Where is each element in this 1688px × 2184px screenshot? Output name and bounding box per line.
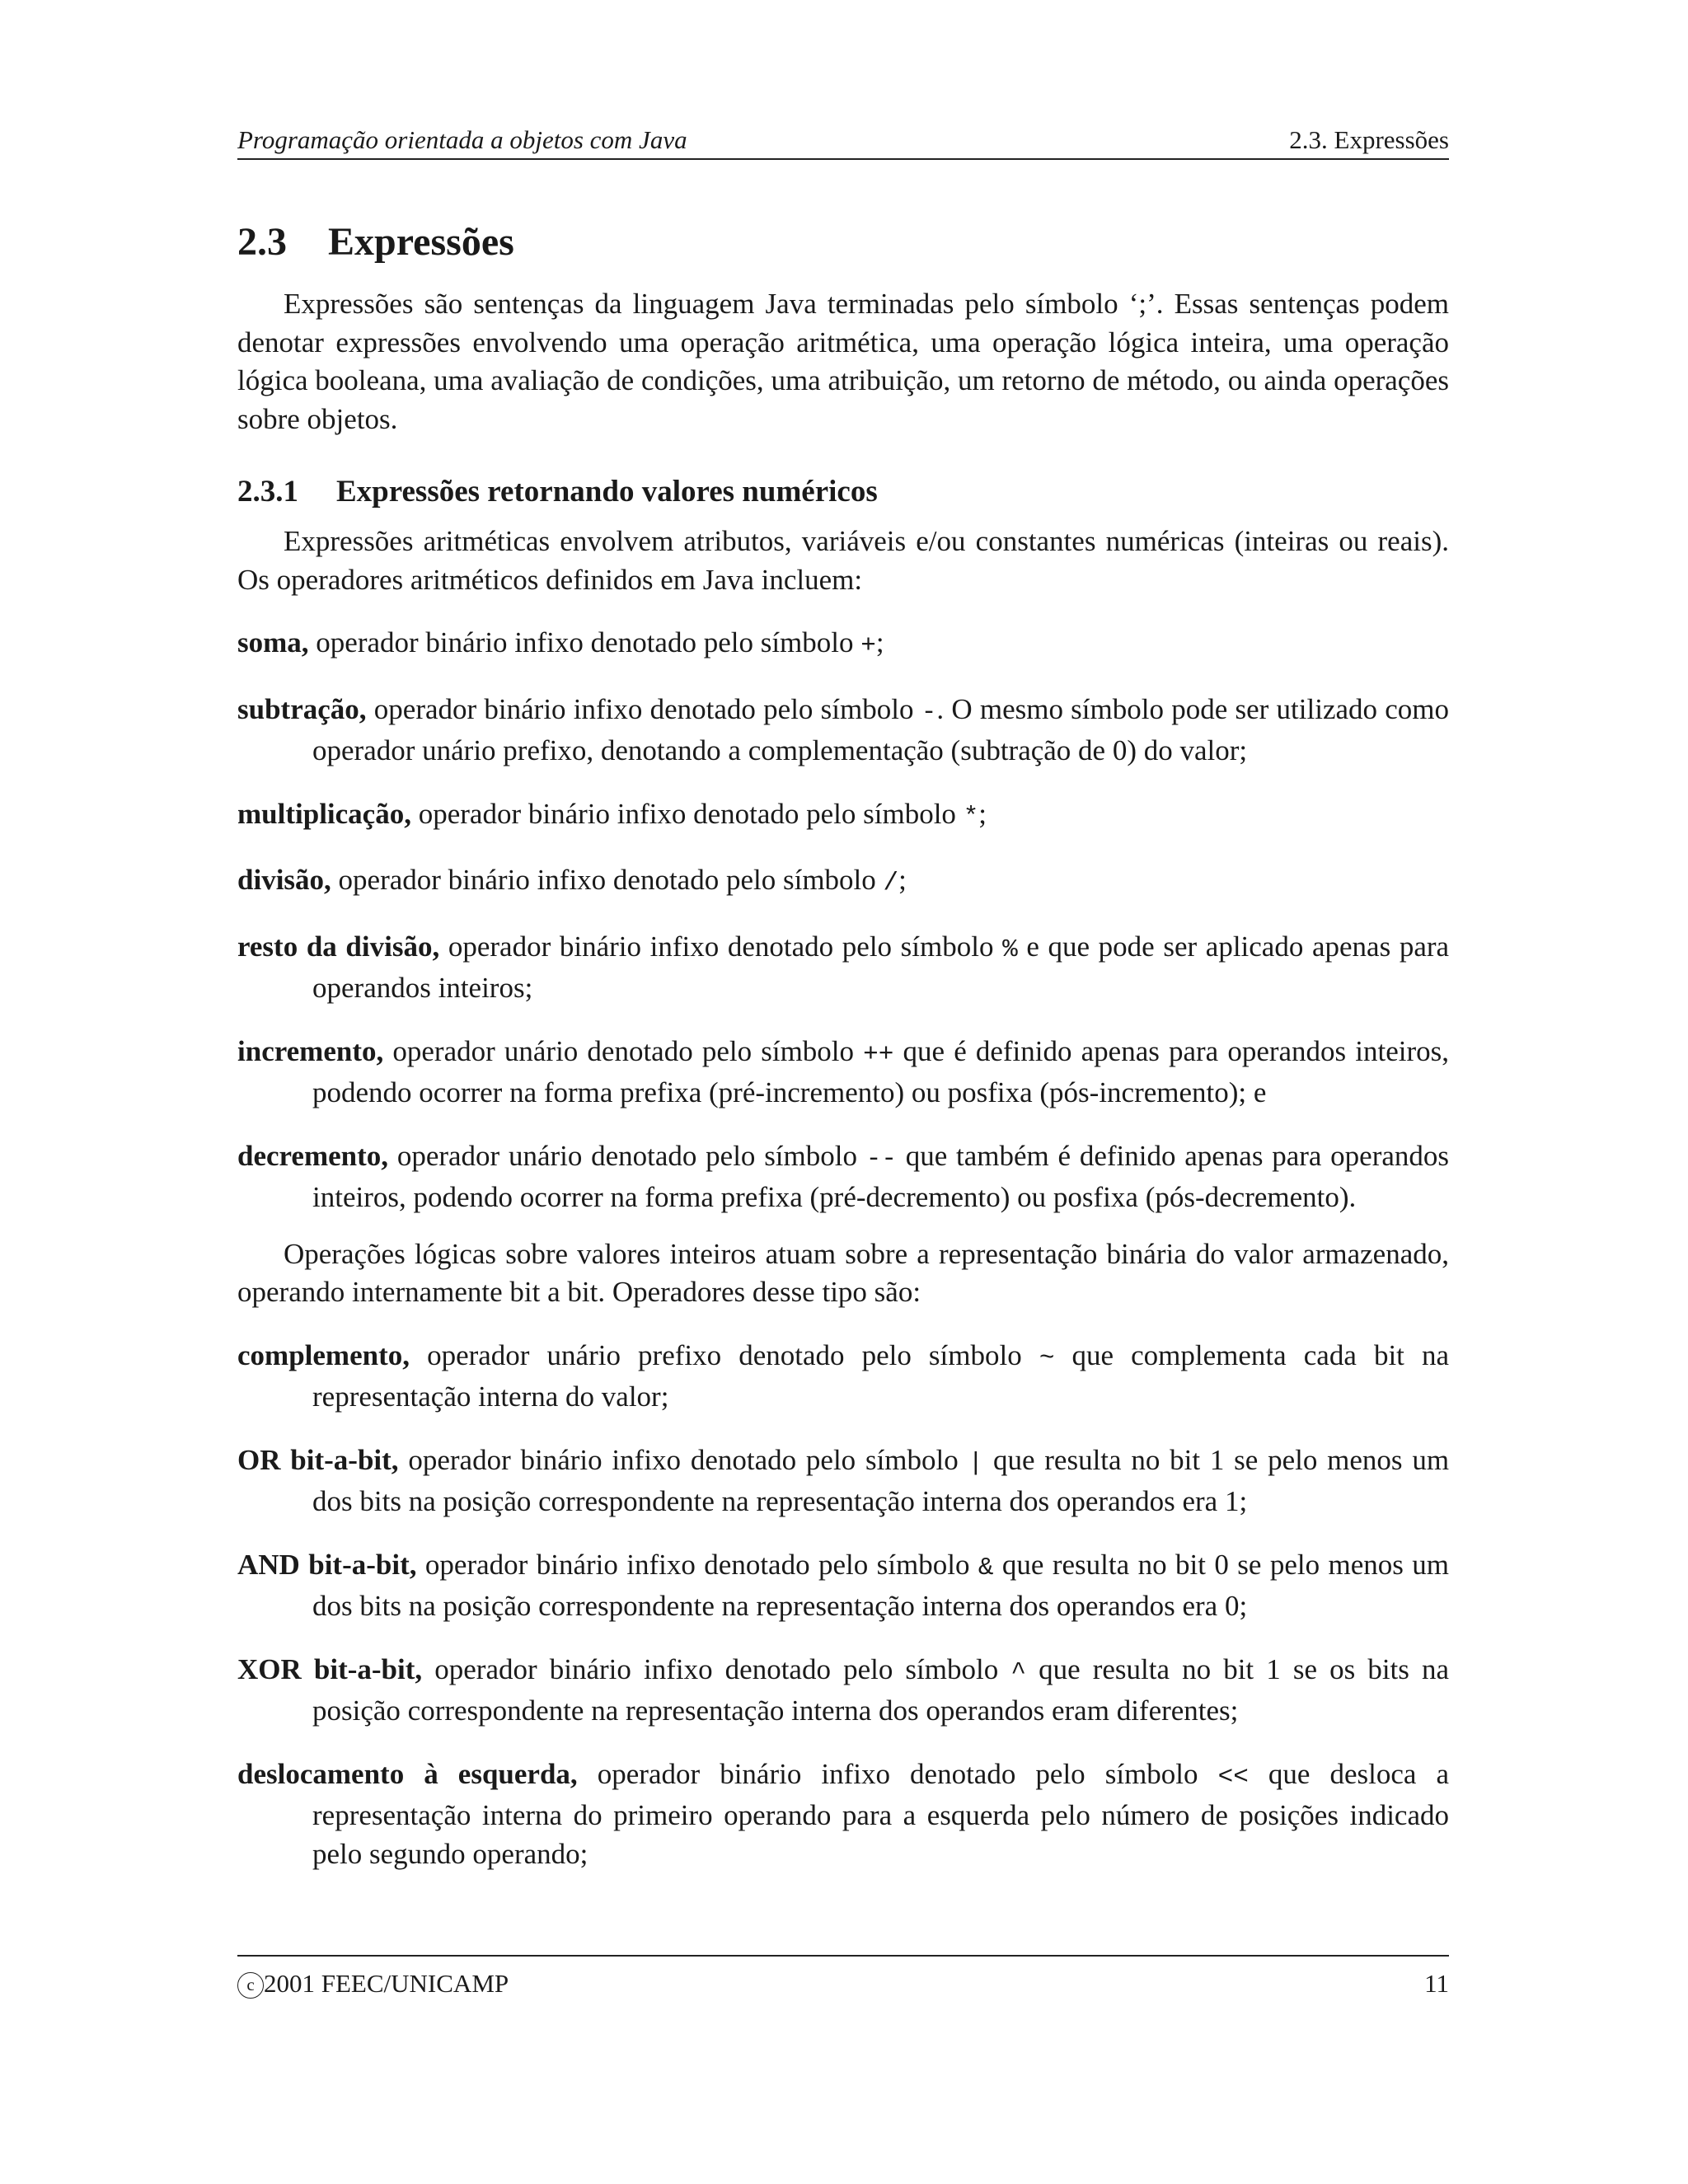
definition-term: subtração, (237, 692, 367, 725)
definition-term: complemento, (237, 1338, 410, 1371)
definition-term: XOR bit-a-bit, (237, 1652, 423, 1685)
operator-symbol: / (883, 869, 899, 898)
operator-symbol: ~ (1039, 1343, 1055, 1373)
subsection-title: Expressões retornando valores numéricos (336, 475, 878, 509)
definition-term: soma, (237, 626, 309, 658)
definition-text-continued: que desloca a representação interna do primeiro operando para a esquerda pelo número de posições indicado pelo segundo operando; (312, 1757, 1450, 1870)
definition-item (237, 691, 1449, 771)
definition-text-continued: . O mesmo símbolo pode ser utilizado como operador unário prefixo, denotando a complementação (subtração de 0) do valor; (312, 692, 1450, 766)
definition-text: operador binário infixo denotado pelo símbolo (597, 1757, 1198, 1790)
definition-text-continued: que resulta no bit 1 se os bits na posição correspondente na representação interna dos operandos eram diferentes; (312, 1652, 1450, 1727)
definition-item (237, 1755, 1449, 1874)
copyright-icon: c (237, 1972, 264, 1999)
definition-text-continued: que resulta no bit 1 se pelo menos um dos bits na posição correspondente na representação interna dos operandos era 1; (312, 1443, 1450, 1517)
arithmetic-operators-list (237, 624, 1449, 1217)
operator-symbol: + (860, 631, 876, 660)
definition-text: operador binário infixo denotado pelo símbolo (408, 1443, 959, 1476)
definition-text: operador unário denotado pelo símbolo (396, 1139, 857, 1172)
definition-item (237, 1137, 1449, 1217)
definition-term: resto da divisão, (237, 930, 440, 963)
definition-term: multiplicação, (237, 797, 411, 830)
definition-text-continued: e que pode ser aplicado apenas para operandos inteiros; (312, 930, 1450, 1004)
subsection-number: 2.3.1 (237, 475, 298, 509)
definition-text: operador binário infixo denotado pelo símbolo (373, 692, 914, 725)
definition-item (237, 1546, 1449, 1626)
section-heading (237, 216, 1449, 269)
definition-text: operador binário infixo denotado pelo símbolo (434, 1652, 999, 1685)
subsection-heading (237, 471, 1449, 513)
definition-item (237, 624, 1449, 666)
definition-text-continued: que é definido apenas para operandos inteiros, podendo ocorrer na forma prefixa (pré-incremento) ou posfixa (pós-incremento); e (312, 1034, 1450, 1108)
bitwise-intro-paragraph: Operações lógicas sobre valores inteiros atuam sobre a representação binária do valor armazenado, operando internamente bit a bit. Operadores desse tipo são: (237, 1237, 1449, 1308)
definition-text: operador binário infixo denotado pelo símbolo (316, 626, 854, 658)
definition-text-continued: ; (978, 797, 987, 830)
definition-text: operador unário denotado pelo símbolo (392, 1034, 855, 1067)
definition-term: deslocamento à esquerda, (237, 1757, 578, 1790)
section-intro-paragraph: Expressões são sentenças da linguagem Java terminadas pelo símbolo ‘;’. Essas sentenças podem denotar expressões envolvendo uma operação aritmética, uma operação lógica inteira, uma operação lógica booleana, uma avaliação de condições, uma atribuição, um retorno de método, ou ainda operações sobre objetos. (237, 288, 1449, 435)
definition-text-continued: que resulta no bit 0 se pelo menos um dos bits na posição correspondente na representação interna dos operandos era 0; (312, 1548, 1450, 1622)
definition-text-continued: ; (898, 864, 907, 896)
subsection-intro-paragraph: Expressões aritméticas envolvem atributos, variáveis e/ou constantes numéricas (inteiras ou reais). Os operadores aritméticos definidos em Java incluem: (237, 525, 1449, 596)
section-reference: 2.3. Expressões (1289, 125, 1449, 154)
definition-item (237, 1033, 1449, 1113)
definition-text-continued: que complementa cada bit na representação interna do valor; (312, 1338, 1450, 1413)
definition-text: operador binário infixo denotado pelo símbolo (418, 797, 956, 830)
definition-item (237, 928, 1449, 1008)
operator-symbol: -- (865, 1144, 897, 1174)
page-body (237, 216, 1449, 1873)
definition-text: operador binário infixo denotado pelo símbolo (448, 930, 994, 963)
running-header (237, 122, 1449, 160)
definition-term: AND bit-a-bit, (237, 1548, 417, 1581)
definition-term: OR bit-a-bit, (237, 1443, 399, 1476)
definition-text: operador unário prefixo denotado pelo símbolo (427, 1338, 1022, 1371)
definition-term: decremento, (237, 1139, 389, 1172)
footer-rule (237, 1955, 1449, 1957)
copyright-text: 2001 FEEC/UNICAMP (264, 1969, 509, 1998)
operator-symbol: ^ (1010, 1657, 1026, 1687)
definition-item (237, 795, 1449, 837)
definition-text-continued: ; (875, 626, 884, 658)
operator-symbol: % (1002, 935, 1018, 964)
definition-text: operador binário infixo denotado pelo símbolo (424, 1548, 970, 1581)
operator-symbol: & (978, 1553, 994, 1582)
page-number: 11 (1424, 1969, 1449, 1998)
definition-item (237, 861, 1449, 903)
definition-term: incremento, (237, 1034, 384, 1067)
section-title: Expressões (328, 220, 514, 264)
copyright-notice (237, 1966, 509, 2002)
definition-text: operador binário infixo denotado pelo símbolo (338, 864, 876, 896)
operator-symbol: * (963, 802, 979, 832)
book-title: Programação orientada a objetos com Java (237, 125, 687, 154)
definition-item (237, 1337, 1449, 1417)
definition-item (237, 1441, 1449, 1521)
definition-text-continued: que também é definido apenas para operandos inteiros, podendo ocorrer na forma prefixa (pré-decremento) ou posfixa (pós-decremento). (312, 1139, 1450, 1213)
operator-symbol: - (921, 697, 937, 727)
operator-symbol: << (1217, 1762, 1249, 1792)
bitwise-operators-list (237, 1337, 1449, 1874)
operator-symbol: | (968, 1448, 984, 1478)
definition-item (237, 1651, 1449, 1731)
definition-term: divisão, (237, 864, 331, 896)
section-number: 2.3 (237, 220, 287, 264)
operator-symbol: ++ (863, 1039, 894, 1069)
